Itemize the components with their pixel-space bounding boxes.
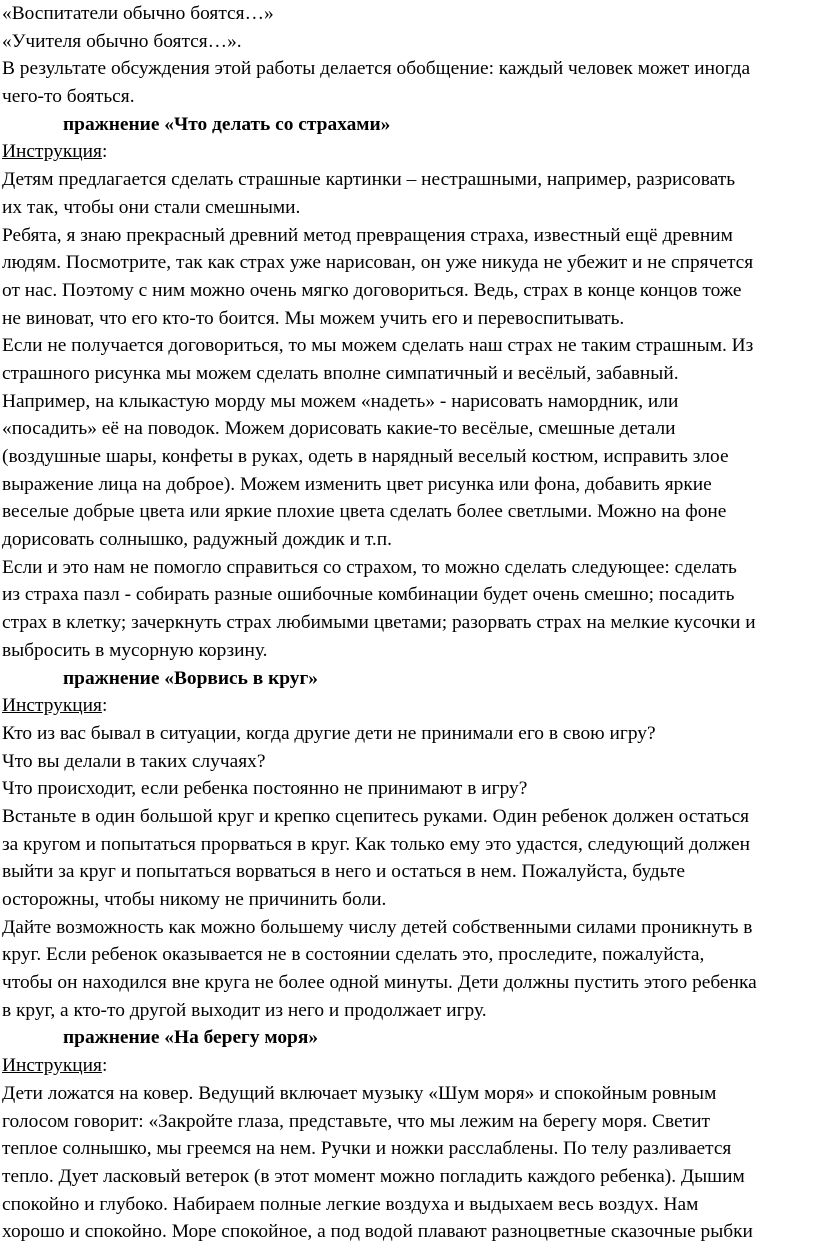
- text-line: людям. Посмотрите, так как страх уже нарисован, он уже никуда не убежит и не спрячется: [2, 252, 754, 274]
- text-line: Детям предлагается сделать страшные картинки – нестрашными, например, разрисовать: [2, 169, 736, 191]
- text-line: из страха пазл - собирать разные ошибочные комбинации будет очень смешно; посадить: [2, 584, 735, 606]
- text-line: страх в клетку; зачеркнуть страх любимыми цветами; разорвать страх на мелкие кусочки и: [2, 612, 756, 634]
- text-line: Кто из вас бывал в ситуации, когда другие дети не принимали его в свою игру?: [2, 722, 656, 744]
- text-line: чего-то бояться.: [2, 86, 135, 108]
- text-line: не виноват, что его кто-то боится. Мы можем учить его и перевоспитывать.: [2, 307, 625, 329]
- text-line: (воздушные шары, конфеты в руках, одеть в нарядный веселый костюм, исправить злое: [2, 446, 729, 467]
- text-line: тепло. Дует ласковый ветерок (в этот момент можно погладить каждого ребенка). Дышим: [2, 1165, 745, 1187]
- text-line: в круг, а кто-то другой выходит из него и продолжает игру.: [2, 999, 487, 1021]
- instruction-label: Инструкция: [2, 141, 102, 163]
- text-line: голосом говорит: «Закройте глаза, представьте, что мы лежим на берегу моря. Светит: [2, 1110, 710, 1132]
- instruction-line: [2, 692, 812, 720]
- section-heading: пражнение «На берегу моря»: [63, 1027, 319, 1049]
- text-line: Ребята, я знаю прекрасный древний метод превращения страха, известный ещё древним: [2, 224, 733, 246]
- text-line: теплое солнышко, мы греемся на нем. Ручки и ножки расслаблены. По телу разливается: [2, 1138, 732, 1160]
- text-line: В результате обсуждения этой работы делается обобщение: каждый человек может иногда: [2, 58, 751, 80]
- instruction-label: Инструкция: [2, 1055, 102, 1077]
- text-line: хорошо и спокойно. Море спокойное, а под водой плавают разноцветные сказочные рыбки: [2, 1221, 753, 1243]
- text-line: «посадить» её на поводок. Можем дорисовать какие-то весёлые, смешные детали: [2, 418, 676, 440]
- text-line: Встаньте в один большой круг и крепко сцепитесь руками. Один ребенок должен остаться: [2, 805, 750, 827]
- text-line: дорисовать солнышко, радужный дождик и т.п.: [2, 529, 392, 551]
- instruction-line: [2, 1052, 812, 1080]
- text-line: осторожны, чтобы никому не причинить боли.: [2, 889, 387, 910]
- text-line: чтобы он находился вне круга не более одной минуты. Дети должны пустить этого ребенка: [2, 972, 757, 994]
- document-body: [2, 0, 812, 1246]
- text-line: Дети ложатся на ковер. Ведущий включает музыку «Шум моря» и спокойным ровным: [2, 1082, 717, 1104]
- text-line: Что вы делали в таких случаях?: [2, 750, 266, 772]
- text-line: «Учителя обычно боятся…».: [2, 30, 242, 52]
- text-line: их так, чтобы они стали смешными.: [2, 196, 301, 218]
- text-line: выйти за круг и попытаться ворваться в него и остаться в нем. Пожалуйста, будьте: [2, 861, 685, 883]
- text-line: «Воспитатели обычно боятся…»: [2, 3, 274, 24]
- text-line: Например, на клыкастую морду мы можем «надеть» - нарисовать намордник, или: [2, 390, 679, 412]
- text-line: Что происходит, если ребенка постоянно не принимают в игру?: [2, 778, 528, 800]
- text-line: Если не получается договориться, то мы можем сделать наш страх не таким страшным. Из: [2, 335, 754, 357]
- instruction-colon: :: [101, 695, 108, 717]
- text-line: от нас. Поэтому с ним можно очень мягко договориться. Ведь, страх в конце концов тоже: [2, 279, 742, 301]
- text-line: круг. Если ребенок оказывается не в состоянии сделать это, проследите, пожалуйста,: [2, 944, 705, 966]
- text-line: страшного рисунка мы можем сделать вполне симпатичный и весёлый, забавный.: [2, 362, 679, 384]
- text-line: Дайте возможность как можно большему числу детей собственными силами проникнуть в: [2, 916, 753, 938]
- text-line: спокойно и глубоко. Набираем полные легкие воздуха и выдыхаем весь воздух. Нам: [2, 1193, 699, 1215]
- text-line: выбросить в мусорную корзину.: [2, 639, 268, 661]
- text-line: Если и это нам не помогло справиться со страхом, то можно сделать следующее: сделать: [2, 556, 737, 578]
- section-heading: пражнение «Ворвись в круг»: [63, 667, 318, 689]
- text-line: за кругом и попытаться прорваться в круг. Как только ему это удастся, следующий должен: [2, 833, 750, 855]
- instruction-colon: :: [101, 1055, 108, 1077]
- instruction-colon: :: [101, 141, 108, 163]
- instruction-label: Инструкция: [2, 695, 102, 717]
- section-heading: пражнение «Что делать со страхами»: [63, 113, 391, 135]
- text-line: веселые добрые цвета или яркие плохие цвета сделать более светлыми. Можно на фоне: [2, 501, 727, 523]
- text-line: выражение лица на доброе). Можем изменить цвет рисунка или фона, добавить яркие: [2, 473, 712, 495]
- instruction-line: [2, 138, 812, 166]
